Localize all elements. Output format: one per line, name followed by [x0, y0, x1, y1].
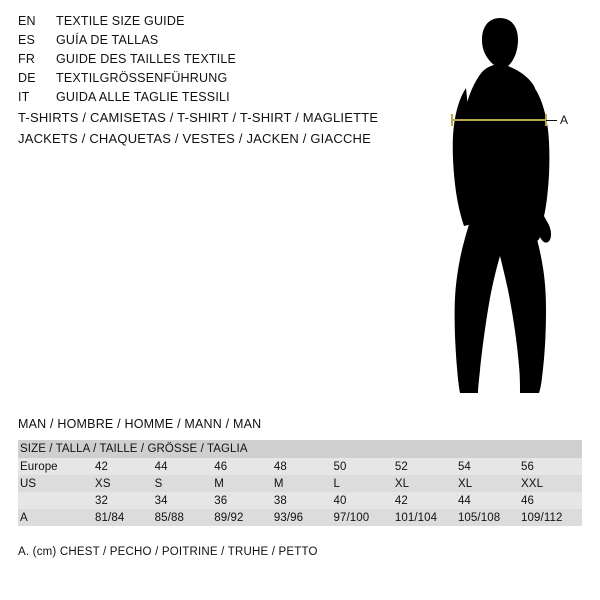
- row-value: 97/100: [331, 509, 392, 526]
- row-value: 52: [393, 458, 456, 475]
- language-header-block: [18, 14, 398, 109]
- row-value: 48: [272, 458, 332, 475]
- language-row: [18, 52, 398, 71]
- row-value: 89/92: [212, 509, 272, 526]
- row-value: 38: [272, 492, 332, 509]
- measure-label-a: A: [560, 113, 569, 127]
- size-table: [18, 440, 582, 526]
- row-label: A: [18, 509, 93, 526]
- language-row: [18, 71, 398, 90]
- row-value: M: [212, 475, 272, 492]
- table-section-title: MAN / HOMBRE / HOMME / MANN / MAN: [18, 417, 262, 431]
- measure-leader-line: [546, 120, 557, 121]
- row-value: 36: [212, 492, 272, 509]
- category-line-tshirts: T-SHIRTS / CAMISETAS / T-SHIRT / T-SHIRT / MAGLIETTE: [18, 110, 379, 125]
- language-row: [18, 90, 398, 109]
- row-value: 46: [519, 492, 582, 509]
- row-value: XXL: [519, 475, 582, 492]
- language-title: GUIDA ALLE TAGLIE TESSILI: [56, 90, 230, 104]
- language-code: IT: [18, 90, 30, 104]
- table-row: [18, 475, 582, 492]
- row-value: S: [153, 475, 213, 492]
- row-value: 40: [331, 492, 392, 509]
- row-label: [18, 492, 93, 509]
- row-value: 42: [393, 492, 456, 509]
- language-title: TEXTILGRÖSSENFÜHRUNG: [56, 71, 228, 85]
- row-value: 50: [331, 458, 392, 475]
- language-row: [18, 14, 398, 33]
- language-code: ES: [18, 33, 36, 47]
- row-value: XL: [456, 475, 519, 492]
- row-value: 101/104: [393, 509, 456, 526]
- row-value: XL: [393, 475, 456, 492]
- language-code: EN: [18, 14, 36, 28]
- row-value: 44: [153, 458, 213, 475]
- row-value: 105/108: [456, 509, 519, 526]
- row-value: 54: [456, 458, 519, 475]
- row-value: 85/88: [153, 509, 213, 526]
- row-value: 34: [153, 492, 213, 509]
- table-row: [18, 492, 582, 509]
- row-label: US: [18, 475, 93, 492]
- row-value: 42: [93, 458, 153, 475]
- language-title: GUÍA DE TALLAS: [56, 33, 159, 47]
- row-label: Europe: [18, 458, 93, 475]
- language-title: TEXTILE SIZE GUIDE: [56, 14, 185, 28]
- row-value: 46: [212, 458, 272, 475]
- row-value: 109/112: [519, 509, 582, 526]
- table-row: [18, 458, 582, 475]
- row-value: 81/84: [93, 509, 153, 526]
- table-footnote: A. (cm) CHEST / PECHO / POITRINE / TRUHE / PETTO: [18, 546, 318, 558]
- language-code: DE: [18, 71, 36, 85]
- row-value: 44: [456, 492, 519, 509]
- row-value: M: [272, 475, 332, 492]
- row-value: L: [331, 475, 392, 492]
- table-header-label: SIZE / TALLA / TAILLE / GRÖSSE / TAGLIA: [18, 440, 582, 458]
- category-block: [18, 110, 438, 152]
- language-code: FR: [18, 52, 36, 66]
- table-row: [18, 509, 582, 526]
- man-silhouette-icon: [400, 10, 600, 410]
- row-value: 93/96: [272, 509, 332, 526]
- row-value: XS: [93, 475, 153, 492]
- row-value: 32: [93, 492, 153, 509]
- figure-illustration: [400, 10, 600, 410]
- category-line-jackets: JACKETS / CHAQUETAS / VESTES / JACKEN / GIACCHE: [18, 131, 372, 146]
- table-header-row: [18, 440, 582, 458]
- language-row: [18, 33, 398, 52]
- language-title: GUIDE DES TAILLES TEXTILE: [56, 52, 237, 66]
- row-value: 56: [519, 458, 582, 475]
